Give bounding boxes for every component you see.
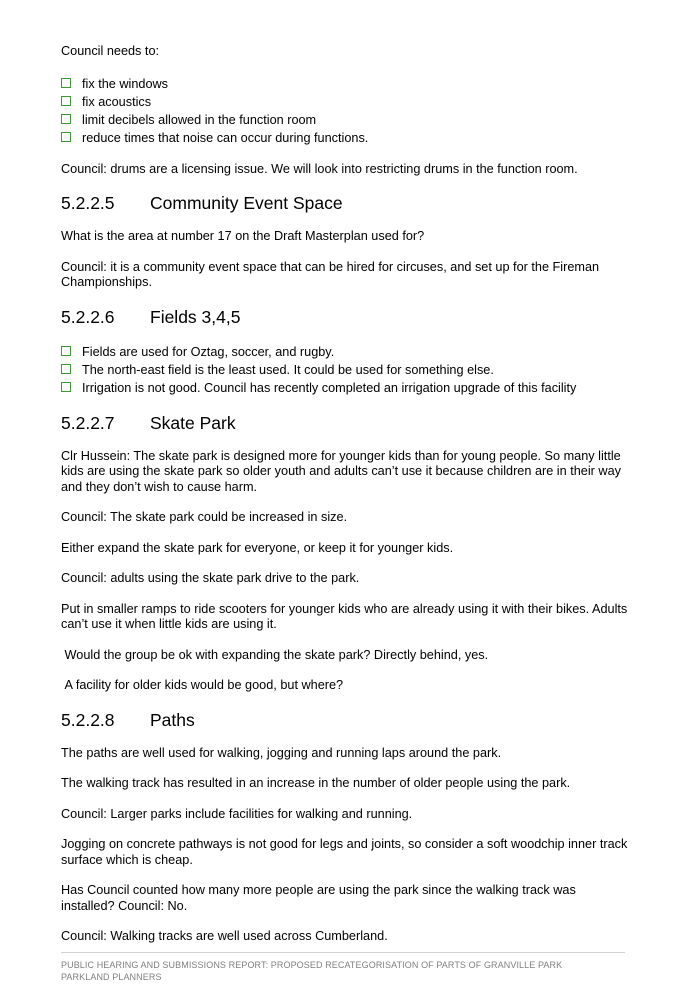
paragraph: Either expand the skate park for everyone, or keep it for younger kids. [61,540,454,555]
document-body [61,44,629,945]
checkbox-bullet-icon [61,96,71,106]
paragraph: Would the group be ok with expanding the skate park? Directly behind, yes. [61,647,489,662]
paragraph: Has Council counted how many more people are using the park since the walking track was installed? Council: No. [61,883,576,913]
council-needs-list [61,75,629,147]
checkbox-bullet-icon [61,114,71,124]
section-number: 5.2.2.5 [61,193,115,213]
list-item: The north-east field is the least used. It could be used for something else. [61,361,629,379]
paragraph: Council: adults using the skate park drive to the park. [61,571,360,585]
footer-author: PARKLAND PLANNERS [61,972,162,982]
footer-report-title: PUBLIC HEARING AND SUBMISSIONS REPORT: PROPOSED RECATEGORISATION OF PARTS OF GRANVILLE PARK [61,960,563,970]
section-heading-skate-park [61,412,629,434]
section-title: Community Event Space [150,193,343,213]
checkbox-bullet-icon [61,346,71,356]
list-item: Irrigation is not good. Council has recently completed an irrigation upgrade of this facility [61,379,629,397]
paragraph: Council: The skate park could be increased in size. [61,510,348,524]
paragraph: Council: it is a community event space that can be hired for circuses, and set up for the Fireman Championships. [61,259,600,289]
checkbox-bullet-icon [61,364,71,374]
section-title: Paths [150,709,195,730]
section-heading-paths [61,709,629,731]
section-title: Fields 3,4,5 [150,306,241,327]
list-item: fix acoustics [61,93,629,111]
paragraph: Council: Larger parks include facilities for walking and running. [61,806,413,821]
section-heading-fields [61,306,629,328]
section-number: 5.2.2.6 [61,306,115,327]
list-item: limit decibels allowed in the function room [61,111,629,129]
paragraph: Clr Hussein: The skate park is designed more for younger kids than for young people. So many little kids are using the skate park so older youth and adults can’t use it because children are in their way and they don’t wish to cause harm. [61,448,621,494]
page-footer [61,952,625,983]
section-title: Skate Park [150,412,236,433]
section-heading-community-event-space [61,192,629,214]
council-drums-text: Council: drums are a licensing issue. We will look into restricting drums in the function room. [61,161,578,176]
fields-list [61,343,629,397]
list-item: reduce times that noise can occur during functions. [61,129,629,147]
paragraph: A facility for older kids would be good, but where? [61,678,344,692]
section-number: 5.2.2.7 [61,412,115,433]
paragraph: The paths are well used for walking, jogging and running laps around the park. [61,745,502,760]
paragraph: The walking track has resulted in an increase in the number of older people using the park. [61,776,571,790]
paragraph: Put in smaller ramps to ride scooters for younger kids who are already using it with their bikes. Adults can’t use it when little kids are using it. [61,601,628,631]
list-item: Fields are used for Oztag, soccer, and rugby. [61,343,629,361]
intro-text: Council needs to: [61,44,160,58]
checkbox-bullet-icon [61,382,71,392]
checkbox-bullet-icon [61,78,71,88]
paragraph: Jogging on concrete pathways is not good for legs and joints, so consider a soft woodchip inner track surface which is cheap. [61,837,628,867]
list-item: fix the windows [61,75,629,93]
paragraph: Council: Walking tracks are well used across Cumberland. [61,929,388,943]
checkbox-bullet-icon [61,132,71,142]
section-number: 5.2.2.8 [61,709,115,730]
paragraph: What is the area at number 17 on the Draft Masterplan used for? [61,229,425,243]
